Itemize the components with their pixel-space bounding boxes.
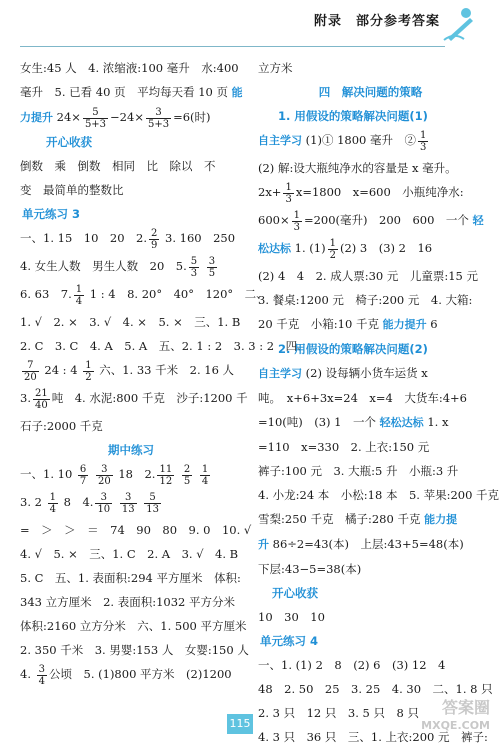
page-header-title: 附录 部分参考答案 <box>314 14 441 29</box>
fraction: $\frac{3}{4}$ <box>38 663 46 687</box>
answer-line: 力提升 24× $\frac{5}{5+3}$ −24× $\frac{3}{5+3}$ =6(时) <box>20 106 211 130</box>
answer-line: 10 30 10 <box>258 610 325 624</box>
right-column <box>258 56 500 749</box>
answer-line: 4. 女生人数 男生人数 20 5. $\frac{5}{3}$ $\frac{3}{5}$ <box>20 255 216 279</box>
answer-line: =10(吨) (3) 1 一个 轻松达标 1. x <box>258 415 449 429</box>
page-number: 115 <box>227 714 253 734</box>
answer-line: 3. 2 $\frac{1}{4}$ 8 4. $\frac{3}{10}$ $\frac{3}{13}$ $\frac{5}{13}$ <box>20 491 159 515</box>
answer-line: 2. 350 千米 3. 男婴:153 人 女婴:150 人 <box>20 643 249 657</box>
answer-line: 2. C 3. C 4. A 5. A 五、2. 1 : 2 3. 3 : 2 四、 <box>20 339 309 353</box>
fraction: $\frac{3}{20}$ <box>97 463 111 487</box>
answer-line: 343 立方厘米 2. 表面积:1032 平方分米 <box>20 595 236 609</box>
fraction: $\frac{3}{5}$ <box>208 255 216 279</box>
answer-line: (2) 解:设大瓶纯净水的容量是 x 毫升。 <box>258 161 457 175</box>
fraction: $\frac{3}{13}$ <box>121 491 135 515</box>
answer-line: 48 2. 50 25 3. 25 4. 30 二、1. 8 只 <box>258 682 493 696</box>
answer-line: 自主学习 (2) 设每辆小货车运货 x <box>258 366 428 380</box>
section-heading: 期中练习 <box>108 443 154 457</box>
section-heading: 单元练习 4 <box>260 634 319 648</box>
fraction: $\frac{3}{5+3}$ <box>147 106 170 130</box>
fraction: $\frac{5}{5+3}$ <box>84 106 107 130</box>
header-divider <box>20 46 445 47</box>
fraction: $\frac{2}{5}$ <box>183 463 191 487</box>
answer-line: 一、1. 10 $\frac{6}{7}$ $\frac{3}{20}$ 18 2. $\frac{11}{12}$ $\frac{2}{5}$ $\frac{1}{4}$ <box>20 463 209 487</box>
answer-line: 3. $\frac{21}{40}$ 吨 4. 水泥:800 千克 沙子:1200 千 <box>20 387 248 411</box>
answer-line: 2. 3 只 12 只 3. 5 只 8 只 <box>258 706 419 720</box>
answer-line: 600× $\frac{1}{3}$ =200(毫升) 200 600 一个 轻 <box>258 209 484 233</box>
answer-line: 2x+ $\frac{1}{3}$ x=1800 x=600 小瓶纯净水: <box>258 181 464 205</box>
answer-line: 升 86÷2=43(本) 上层:43+5=48(本) <box>258 537 464 551</box>
chapter-heading: 四 解决问题的策略 <box>318 85 423 99</box>
answer-line: 体积:2160 立方分米 六、1. 500 平方厘米 <box>20 619 247 633</box>
fraction: $\frac{21}{40}$ <box>34 387 48 411</box>
answer-line: $\frac{7}{20}$ 24 : 4 $\frac{1}{2}$ 六、1. 33 千米 2. 16 人 <box>24 359 235 383</box>
answer-line: 松达标 1. (1) $\frac{1}{2}$ (2) 3 (3) 2 16 <box>258 237 433 261</box>
fraction: $\frac{1}{4}$ <box>49 491 56 515</box>
answer-line: 毫升 5. 已看 40 页 平均每天看 10 页 能 <box>20 85 243 99</box>
section-heading: 1. 用假设的策略解决问题(1) <box>278 109 428 123</box>
answer-line: 1. √ 2. × 3. √ 4. × 5. × 三、1. B <box>20 315 241 329</box>
answer-line: 裤子:100 元 3. 大瓶:5 升 小瓶:3 升 <box>258 464 459 478</box>
fraction: $\frac{7}{20}$ <box>24 359 37 383</box>
watermark-logo: 答案圈 MXQE.COM <box>421 698 490 732</box>
answer-line: 立方米 <box>258 61 293 75</box>
fraction: $\frac{5}{3}$ <box>190 255 198 279</box>
answer-line: =110 x=330 2. 上衣:150 元 <box>258 440 430 454</box>
answer-line: 4. 小龙:24 本 小松:18 本 5. 苹果:200 千克 <box>258 488 500 502</box>
fraction: $\frac{1}{4}$ <box>201 463 209 487</box>
answer-line: 女生:45 人 4. 浓缩液:100 毫升 水:400 <box>20 61 239 75</box>
answer-line: 一、1. 15 10 20 2. $\frac{2}{9}$ 3. 160 250 <box>20 227 236 251</box>
answer-line: 一、1. (1) 2 8 (2) 6 (3) 12 4 <box>258 658 446 672</box>
answer-line: 吨。 x+6+3x=24 x=4 大货车:4+6 <box>258 391 467 405</box>
answer-line: 雪梨:250 千克 橘子:280 千克 能力提 <box>258 512 458 526</box>
fraction: $\frac{3}{10}$ <box>97 491 111 515</box>
answer-line: 20 千克 小箱:10 千克 能力提升 6 <box>258 317 438 331</box>
answer-line: 4. √ 5. × 三、1. C 2. A 3. √ 4. B <box>20 547 239 561</box>
fraction: $\frac{5}{13}$ <box>146 491 159 515</box>
fraction: $\frac{1}{2}$ <box>329 237 336 261</box>
answer-line: 6. 63 7. $\frac{1}{4}$ 1 : 4 8. 20° 40° 120° 二、 <box>20 283 268 307</box>
answer-line: 4. 3 只 36 只 三、1. 上衣:200 元 裤子: <box>258 730 488 744</box>
section-heading: 开心收获 <box>46 135 92 149</box>
answer-line: 自主学习 (1)① 1800 毫升 ② $\frac{1}{3}$ <box>258 129 427 153</box>
answer-line: 变 最简单的整数比 <box>20 183 124 197</box>
answer-line: (2) 4 4 2. 成人票:30 元 儿童票:15 元 <box>258 269 479 283</box>
answer-line: 3. 餐桌:1200 元 椅子:200 元 4. 大箱: <box>258 293 473 307</box>
fraction: $\frac{1}{3}$ <box>293 209 300 233</box>
answer-line: 4. $\frac{3}{4}$ 公顷 5. (1)800 平方米 (2)1200 <box>20 663 232 687</box>
section-heading: 单元练习 3 <box>22 207 81 221</box>
fraction: $\frac{1}{4}$ <box>75 283 83 307</box>
section-heading: 开心收获 <box>272 586 318 600</box>
answer-line: = ＞ ＞ ＝ 74 90 80 9. 0 10. √ <box>20 523 252 537</box>
fraction: $\frac{1}{3}$ <box>420 129 427 153</box>
answer-line: 下层:43−5=38(本) <box>258 562 362 576</box>
fraction: $\frac{6}{7}$ <box>79 463 87 487</box>
answer-line: 石子:2000 千克 <box>20 419 103 433</box>
fraction: $\frac{2}{9}$ <box>151 227 158 251</box>
answer-line: 5. C 五、1. 表面积:294 平方厘米 体积: <box>20 571 241 585</box>
section-heading: 2. 用假设的策略解决问题(2) <box>278 342 428 356</box>
answer-line: 倒数 乘 倒数 相同 比 除以 不 <box>20 159 216 173</box>
fraction: $\frac{11}{12}$ <box>159 463 173 487</box>
fraction: $\frac{1}{2}$ <box>85 359 92 383</box>
fraction: $\frac{1}{3}$ <box>285 181 292 205</box>
pen-mascot-icon <box>440 4 480 44</box>
